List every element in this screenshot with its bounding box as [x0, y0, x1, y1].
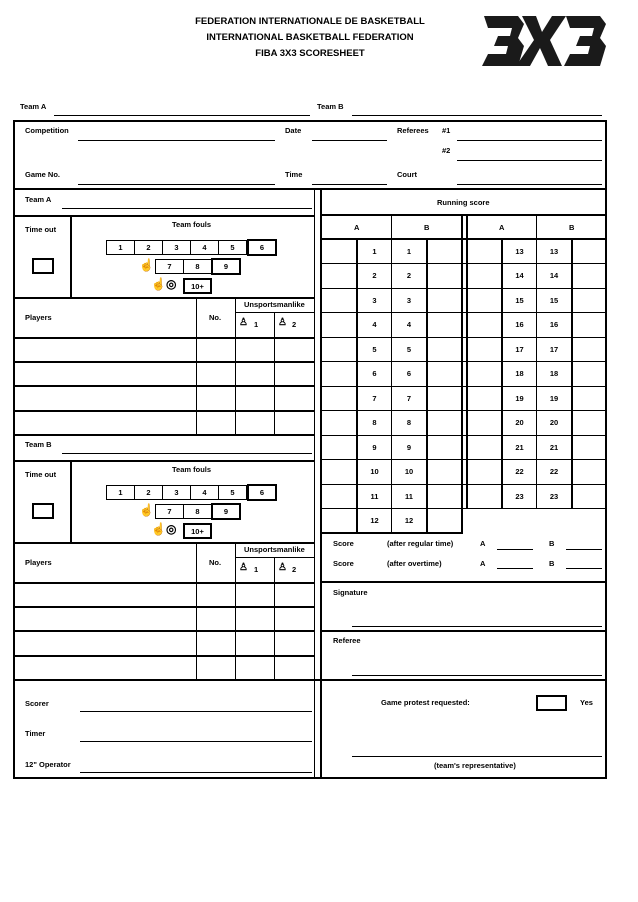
running-b-label-right: B — [569, 223, 575, 232]
team-a-unsports-line — [235, 312, 315, 313]
team-a-row-line-3 — [13, 385, 315, 387]
game-no-line[interactable] — [78, 184, 275, 185]
header-line-1: FEDERATION INTERNATIONALE DE BASKETBALL — [195, 16, 425, 27]
team-a-no-label: No. — [209, 313, 222, 322]
fiba-3x3-logo — [478, 14, 606, 68]
running-b-20[interactable]: 20 — [549, 418, 559, 427]
running-a-19[interactable]: 19 — [515, 394, 524, 403]
running-score-label: Running score — [437, 198, 490, 207]
officials-top-line — [13, 679, 607, 681]
team-a-row-line-5 — [13, 434, 315, 436]
running-b-23[interactable]: 23 — [549, 492, 559, 501]
team-b-foul-4[interactable]: 4 — [190, 485, 219, 500]
referee-label: Referee — [333, 636, 361, 645]
running-score-top-line — [321, 214, 607, 216]
running-a-22[interactable]: 22 — [515, 467, 524, 476]
score-overtime-a-line[interactable] — [497, 568, 533, 569]
court-label: Court — [397, 170, 417, 179]
running-row-line-8 — [321, 435, 607, 436]
team-b-foul-8[interactable]: 8 — [183, 504, 212, 519]
team-rep-label: (team's representative) — [434, 761, 516, 770]
running-b-label-left: B — [424, 223, 430, 232]
running-b-21[interactable]: 21 — [549, 443, 559, 452]
team-b-row-line-3 — [13, 630, 315, 632]
running-row-line-12 — [321, 532, 463, 534]
team-b-foul-3[interactable]: 3 — [162, 485, 191, 500]
running-row-line-7 — [321, 410, 607, 411]
team-b-foul-2[interactable]: 2 — [134, 485, 163, 500]
running-a-7[interactable]: 7 — [372, 394, 377, 403]
team-a-foul-5[interactable]: 5 — [218, 240, 247, 255]
score-regular-label: Score — [333, 539, 354, 548]
running-a-20[interactable]: 20 — [515, 418, 524, 427]
running-a-1[interactable]: 1 — [372, 247, 377, 256]
competition-label: Competition — [25, 126, 69, 135]
running-a-18[interactable]: 18 — [515, 369, 524, 378]
running-b-11[interactable]: 11 — [405, 492, 413, 501]
team-b-no-label: No. — [209, 558, 222, 567]
team-b-unsports-1-label: 1 — [254, 565, 259, 574]
team-b-divider — [13, 460, 315, 462]
referee-2-line[interactable] — [457, 160, 602, 161]
running-b-1[interactable]: 1 — [406, 247, 412, 256]
team-a-col2 — [235, 298, 236, 435]
time-line[interactable] — [312, 184, 387, 185]
team-a-hand-icon: ☝ — [139, 258, 154, 272]
score-overtime-label: Score — [333, 559, 354, 568]
team-b-col2 — [235, 543, 236, 680]
team-b-unsportsmanlike-label: Unsportsmanlike — [244, 545, 305, 554]
running-a-2[interactable]: 2 — [372, 271, 377, 280]
running-b-10[interactable]: 10 — [404, 467, 414, 476]
running-row-line-10 — [321, 484, 607, 485]
team-a-foul-10plus[interactable]: 10+ — [183, 278, 212, 294]
team-a-foul-3[interactable]: 3 — [162, 240, 191, 255]
divider-info — [13, 188, 607, 190]
timer-line[interactable] — [80, 741, 312, 742]
team-a-timeout-box[interactable] — [32, 258, 54, 274]
running-a-15[interactable]: 15 — [515, 296, 524, 305]
running-head-sep-left — [391, 215, 392, 239]
score-regular-a-line[interactable] — [497, 549, 533, 550]
team-b-foul-1[interactable]: 1 — [106, 485, 135, 500]
running-b-6[interactable]: 6 — [406, 369, 412, 378]
protest-yes-label: Yes — [580, 698, 593, 707]
running-a-label-right: A — [499, 223, 505, 232]
running-right-col0 — [466, 215, 468, 509]
running-head-line — [321, 238, 607, 240]
running-a-11[interactable]: 11 — [370, 492, 379, 501]
team-b-hand-ball-icon: ☝◎ — [151, 522, 177, 536]
team-a-foul-4[interactable]: 4 — [190, 240, 219, 255]
signature-top-line — [321, 581, 607, 583]
team-b-unsports-2-label: 2 — [292, 565, 297, 574]
running-row-line-2 — [321, 288, 607, 289]
team-b-col1 — [196, 543, 197, 680]
timer-label: Timer — [25, 729, 46, 738]
running-b-17[interactable]: 17 — [549, 345, 559, 354]
signature-line[interactable] — [352, 626, 602, 627]
score-regular-b-line[interactable] — [566, 549, 602, 550]
team-a-unsports-1-label: 1 — [254, 320, 259, 329]
team-b-row-line-4 — [13, 655, 315, 657]
running-a-5[interactable]: 5 — [372, 345, 377, 354]
running-b-19[interactable]: 19 — [549, 394, 559, 403]
team-b-timeout-divider — [70, 461, 72, 543]
team-a-foul-8[interactable]: 8 — [183, 259, 212, 274]
team-a-unsports-2-icon: ♙ — [278, 317, 287, 328]
team-b-header-label: Team B — [317, 102, 344, 111]
running-b-8[interactable]: 8 — [406, 418, 412, 427]
running-b-4[interactable]: 4 — [406, 320, 412, 329]
team-rep-line[interactable] — [352, 756, 602, 757]
team-a-hand-ball-icon: ☝◎ — [151, 277, 177, 291]
operator-line[interactable] — [80, 772, 312, 773]
running-a-4[interactable]: 4 — [372, 320, 377, 329]
running-b-14[interactable]: 14 — [549, 271, 559, 280]
team-a-unsportsmanlike-label: Unsportsmanlike — [244, 300, 305, 309]
date-label: Date — [285, 126, 302, 135]
protest-label: Game protest requested: — [381, 698, 470, 707]
score-regular-a-label: A — [480, 539, 486, 548]
team-a-unsports-1-icon: ♙ — [239, 317, 248, 328]
running-b-18[interactable]: 18 — [549, 369, 559, 378]
team-b-foul-7[interactable]: 7 — [155, 504, 184, 519]
team-b-hand-icon: ☝ — [139, 503, 154, 517]
team-b-team-fouls-label: Team fouls — [172, 465, 212, 474]
team-b-foul-6[interactable]: 6 — [247, 484, 277, 501]
running-row-line-11 — [321, 508, 607, 509]
scorer-line[interactable] — [80, 711, 312, 712]
running-row-line-6 — [321, 386, 607, 387]
score-overtime-b-line[interactable] — [566, 568, 602, 569]
team-a-header-label: Team A — [20, 102, 47, 111]
time-label: Time — [285, 170, 303, 179]
running-b-15[interactable]: 15 — [549, 296, 559, 305]
team-b-name-line[interactable] — [62, 453, 312, 454]
team-a-label: Team A — [25, 195, 52, 204]
referee-1-label: #1 — [442, 126, 451, 135]
scorer-label: Scorer — [25, 699, 49, 708]
team-b-header-line[interactable] — [352, 115, 602, 116]
team-b-foul-10plus[interactable]: 10+ — [183, 523, 212, 539]
team-a-row-line-1 — [13, 337, 315, 339]
referee-1-line[interactable] — [457, 140, 602, 141]
team-a-name-line[interactable] — [62, 208, 312, 209]
running-row-line-9 — [321, 459, 607, 460]
team-b-row-line-1 — [13, 582, 315, 584]
team-a-header-line[interactable] — [54, 115, 310, 116]
team-a-timeout-label: Time out — [25, 225, 57, 234]
running-b-9[interactable]: 9 — [406, 443, 412, 452]
running-b-12[interactable]: 12 — [404, 516, 414, 525]
header-line-3: FIBA 3X3 SCORESHEET — [255, 48, 365, 59]
team-b-foul-5[interactable]: 5 — [218, 485, 247, 500]
court-line[interactable] — [457, 184, 602, 185]
running-a-12[interactable]: 12 — [370, 516, 379, 525]
team-a-col1 — [196, 298, 197, 435]
score-overtime-a-label: A — [480, 559, 486, 568]
team-b-row-line-2 — [13, 606, 315, 608]
running-a-14[interactable]: 14 — [515, 271, 524, 280]
running-row-line-4 — [321, 337, 607, 338]
team-b-unsports-2-icon: ♙ — [278, 562, 287, 573]
after-regular-label: (after regular time) — [387, 539, 454, 548]
running-b-7[interactable]: 7 — [406, 394, 412, 403]
team-a-timeout-divider — [70, 216, 72, 298]
referee-2-label: #2 — [442, 146, 451, 155]
after-overtime-label: (after overtime) — [387, 559, 442, 568]
running-right-col3 — [571, 239, 573, 509]
signature-label: Signature — [333, 588, 368, 597]
operator-label: 12" Operator — [25, 760, 71, 769]
running-a-16[interactable]: 16 — [515, 320, 524, 329]
team-a-unsports-2-label: 2 — [292, 320, 297, 329]
team-a-col3 — [274, 312, 275, 435]
team-b-unsports-1-icon: ♙ — [239, 562, 248, 573]
running-a-8[interactable]: 8 — [372, 418, 377, 427]
team-b-timeout-box[interactable] — [32, 503, 54, 519]
team-a-foul-2[interactable]: 2 — [134, 240, 163, 255]
team-a-team-fouls-label: Team fouls — [172, 220, 212, 229]
running-head-sep-right — [536, 215, 537, 239]
date-line[interactable] — [312, 140, 387, 141]
referees-label: Referees — [397, 126, 429, 135]
game-no-label: Game No. — [25, 170, 61, 179]
team-a-foul-7[interactable]: 7 — [155, 259, 184, 274]
referee-top-line — [321, 630, 607, 632]
running-b-13[interactable]: 13 — [549, 247, 559, 256]
team-b-label: Team B — [25, 440, 52, 449]
competition-line[interactable] — [78, 140, 275, 141]
team-a-foul-1[interactable]: 1 — [106, 240, 135, 255]
running-a-6[interactable]: 6 — [372, 369, 377, 378]
running-a-label-left: A — [354, 223, 360, 232]
running-a-3[interactable]: 3 — [372, 296, 377, 305]
referee-line[interactable] — [352, 675, 602, 676]
running-row-line-3 — [321, 312, 607, 313]
running-a-9[interactable]: 9 — [372, 443, 377, 452]
running-a-10[interactable]: 10 — [370, 467, 379, 476]
team-a-players-top — [13, 297, 315, 299]
running-b-22[interactable]: 22 — [549, 467, 559, 476]
running-row-line-1 — [321, 263, 607, 264]
running-a-23[interactable]: 23 — [515, 492, 524, 501]
running-b-16[interactable]: 16 — [549, 320, 559, 329]
team-a-foul-6[interactable]: 6 — [247, 239, 277, 256]
running-b-2[interactable]: 2 — [406, 271, 412, 280]
score-overtime-b-label: B — [549, 559, 555, 568]
team-a-row-line-2 — [13, 361, 315, 363]
divider-vertical-a — [314, 189, 315, 779]
team-b-col3 — [274, 557, 275, 680]
team-b-unsports-line — [235, 557, 315, 558]
score-regular-b-label: B — [549, 539, 555, 548]
team-b-players-top — [13, 542, 315, 544]
team-b-players-label: Players — [25, 558, 52, 567]
team-b-foul-9[interactable]: 9 — [211, 503, 241, 520]
running-a-13[interactable]: 13 — [515, 247, 524, 256]
team-a-divider — [13, 215, 315, 217]
running-row-line-5 — [321, 361, 607, 362]
team-a-players-label: Players — [25, 313, 52, 322]
running-a-17[interactable]: 17 — [515, 345, 524, 354]
header-line-2: INTERNATIONAL BASKETBALL FEDERATION — [206, 32, 414, 43]
team-b-timeout-label: Time out — [25, 470, 57, 479]
running-b-3[interactable]: 3 — [406, 296, 412, 305]
protest-yes-box[interactable] — [536, 695, 567, 711]
running-a-21[interactable]: 21 — [515, 443, 524, 452]
running-b-5[interactable]: 5 — [406, 345, 412, 354]
team-a-row-line-4 — [13, 410, 315, 412]
team-a-foul-9[interactable]: 9 — [211, 258, 241, 275]
